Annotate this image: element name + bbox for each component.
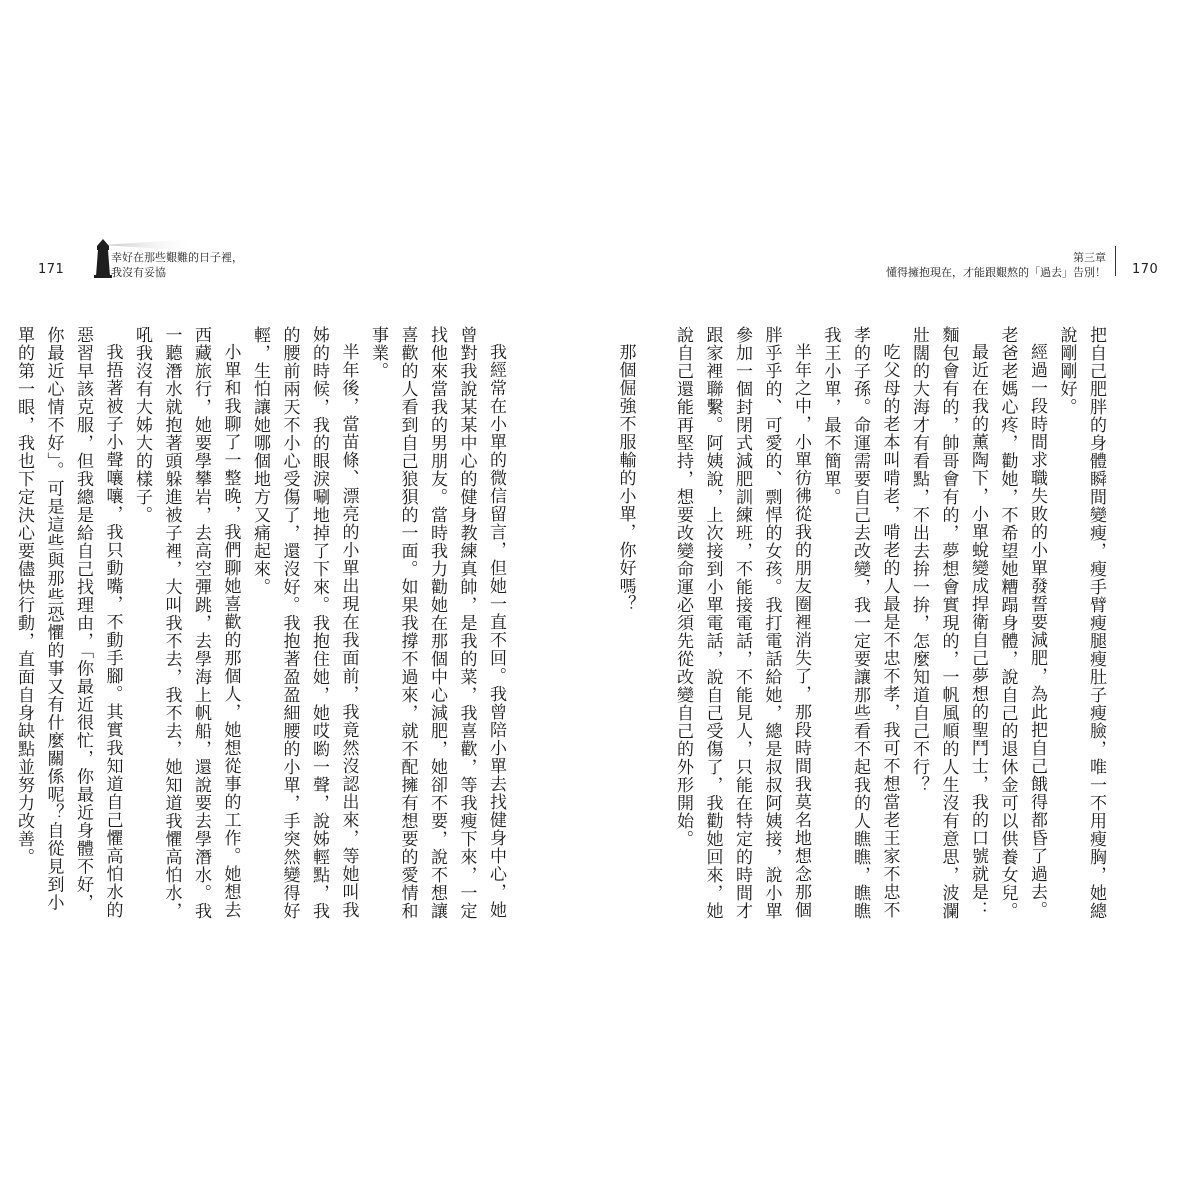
paragraph: 小單和我聊了一整晚，我們聊她喜歡的那個人，她想從事的工作。她想去西藏旅行，她要學攀岩，去高空彈跳，去學海上帆船，還說要去學潛水。我一聽潛水就抱著頭躲進被子裡，大叫我不去，我不去，她知道我懼高怕水，吼我沒有大姊大的樣子。 xyxy=(132,326,241,920)
right-body-text xyxy=(615,326,1110,926)
paragraph: 最近在我的薰陶下，小單蛻變成捍衛自己夢想的聖鬥士，我的口號就是：麵包會有的，帥哥會有的，夢想會實現的，一帆風順的人生沒有意思，波瀾壯闊的大海才有看點，不出去拚一拚，怎麼知道自己不行？ xyxy=(909,326,988,920)
running-header-right xyxy=(886,250,1106,280)
paragraph: 我捂著被子小聲嚷嚷，我只動嘴，不動手腳。其實我知道自己懼高怕水的惡習早該克服，但我總是給自己找理由，「你最近很忙，你最近身體不好，你最近心情不好」。可是這些與那些恐懼的事又有什麼關係呢？自從見到小單的第一眼，我也下定決心要儘快行動，直面自身缺點並努力改善。 xyxy=(14,326,123,919)
running-header-line: 幸好在那些艱難的日子裡， xyxy=(111,251,243,264)
paragraph: 那個倔強不服輸的小單，你好嗎？ xyxy=(615,343,636,613)
chapter-title: 懂得擁抱現在，才能跟艱熬的「過去」告別！ xyxy=(886,266,1106,279)
right-page-number: 170 xyxy=(1132,262,1159,277)
running-header-left xyxy=(111,250,243,280)
paragraph: 我經常在小單的微信留言，但她一直不回。我曾陪小單去找健身中心，她曾對我說某某中心的健身教練真帥，是我的菜，我喜歡，等我瘦下來，一定找他來當我的男朋友。當時我力勸她在那個中心減肥，她卻不要，說不想讓喜歡的人看到自己狼狽的一面。如果我撐不過來，就不配擁有想要的愛情和事業。 xyxy=(368,326,506,920)
paragraph: 吃父母的老本叫啃老，啃老的人最是不忠不孝，我可不想當老王家不忠不孝的子孫。命運需要自己去改變，我一定要讓那些看不起我的人瞧瞧，瞧瞧我王小單，最不簡單。 xyxy=(820,326,900,920)
chapter-label: 第三章 xyxy=(1073,251,1106,264)
paragraph: 半年之中，小單彷彿從我的朋友圈裡消失了，那段時間我莫名地想念那個胖乎乎的、可愛的、剽悍的女孩。我打電話給她，總是叔叔阿姨接，說小單參加一個封閉式減肥訓練班，不能接電話，不能見人，只能在特定的時間才跟家裡聯繫。阿姨說，上次接到小單電話，說自己受傷了，我勸她回來，她說自己還能再堅持，想要改變命運必須先從改變自己的外形開始。 xyxy=(673,326,811,920)
left-page-number: 171 xyxy=(38,262,65,277)
paragraph: 經過一段時間求職失敗的小單發誓要減肥，為此把自己餓得都昏了過去。老爸老媽心疼，勸她，不希望她糟蹋身體，說自己的退休金可以供養女兒。 xyxy=(997,326,1047,920)
paragraph: 把自己肥胖的身體瞬間變瘦，瘦手臂瘦腿瘦肚子瘦臉，唯一不用瘦胸，她總說剛剛好。 xyxy=(1056,326,1106,920)
right-page xyxy=(600,0,1200,1200)
section-break xyxy=(640,326,668,926)
paragraph: 半年後，當苗條、漂亮的小單出現在我面前，我竟然沒認出來，等她叫我姊的時候，我的眼淚唰地掉了下來。我抱住她，她哎喲一聲，說姊輕點，我的腰前兩天不小心受傷了，還沒好。我抱著盈盈細腰的小單，手突然變得好輕，生怕讓她哪個地方又痛起來。 xyxy=(250,326,359,920)
running-header-line: 我沒有妥協 xyxy=(111,266,166,279)
header-divider xyxy=(1115,246,1116,276)
left-body-text xyxy=(14,326,510,926)
